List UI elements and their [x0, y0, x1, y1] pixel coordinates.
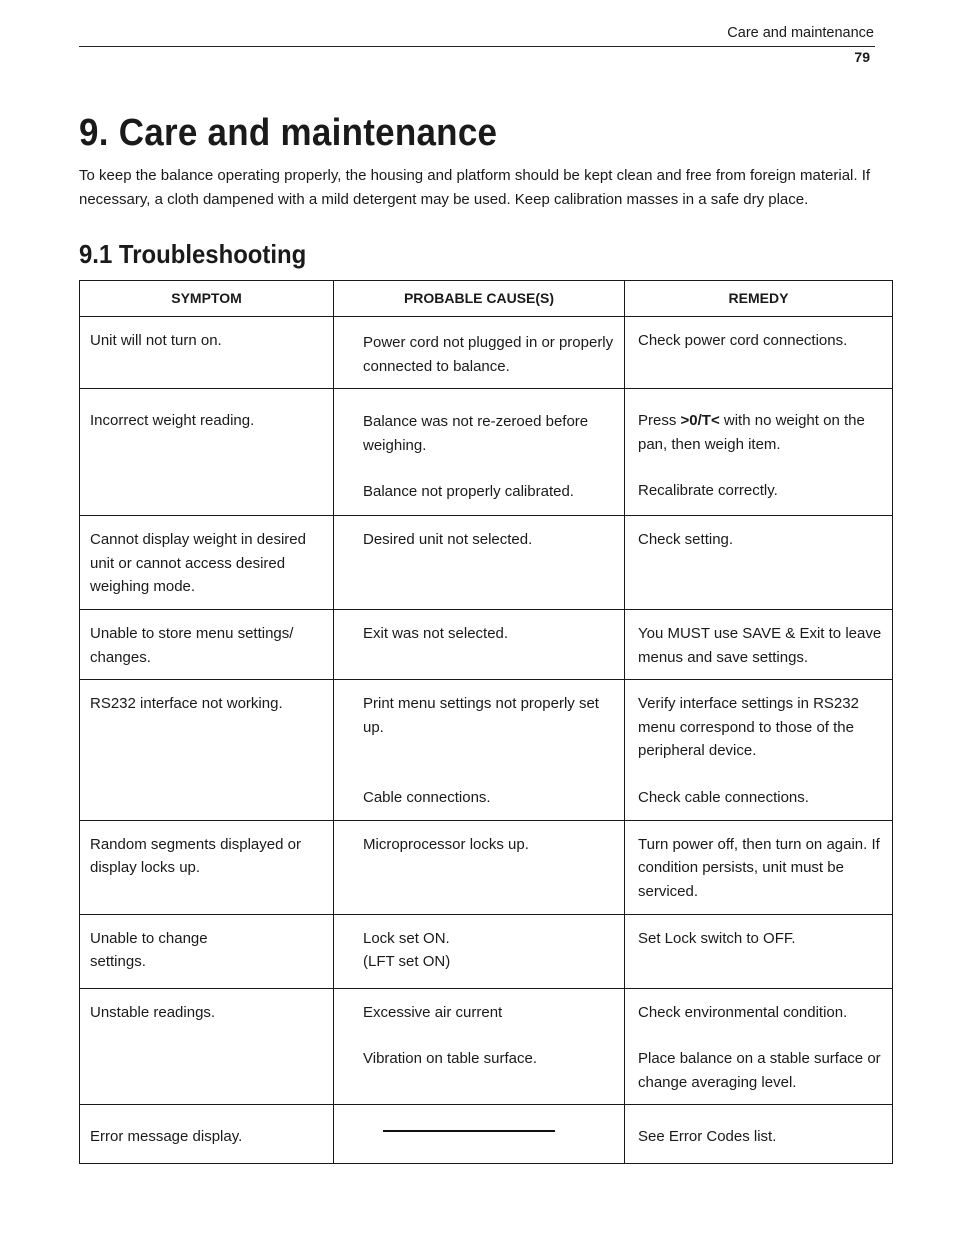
remedy-cell: Verify interface settings in RS232 menu correspond to those of the peripheral device. Check cable connections. — [625, 680, 893, 821]
symptom-cell: Error message display. — [80, 1105, 334, 1164]
cause-cell: Excessive air current Vibration on table surface. — [334, 988, 625, 1105]
symptom-cell: RS232 interface not working. — [80, 680, 334, 821]
remedy-cell: Check power cord connections. — [625, 317, 893, 389]
remedy-cell: Turn power off, then turn on again. If condition persists, unit must be serviced. — [625, 820, 893, 914]
table-row — [80, 610, 893, 680]
table-row — [80, 1105, 893, 1164]
symptom-cell: Unstable readings. — [80, 988, 334, 1105]
troubleshooting-table — [79, 280, 893, 1164]
cause-cell — [334, 1105, 625, 1164]
remedy-cell: Check setting. — [625, 516, 893, 610]
zero-tare-key: >0/T< — [680, 412, 720, 429]
table-row — [80, 988, 893, 1105]
cause-cell: Power cord not plugged in or properly connected to balance. — [334, 317, 625, 389]
cause-cell: Print menu settings not properly set up. Cable connections. — [334, 680, 625, 821]
cause-cell: Lock set ON. (LFT set ON) — [334, 914, 625, 988]
section-title: 9.1 Troubleshooting — [79, 239, 307, 269]
symptom-cell: Unable to store menu settings/ changes. — [80, 610, 334, 680]
table-row — [80, 516, 893, 610]
table-row — [80, 820, 893, 914]
cause-cell: Microprocessor locks up. — [334, 820, 625, 914]
cause-header: PROBABLE CAUSE(S) — [334, 281, 625, 317]
table-header-row — [80, 281, 893, 317]
page-number: 79 — [854, 49, 870, 65]
header-rule — [79, 46, 875, 47]
chapter-title: 9. Care and maintenance — [79, 112, 498, 154]
table-row — [80, 914, 893, 988]
remedy-cell: You MUST use SAVE & Exit to leave menus and save settings. — [625, 610, 893, 680]
running-header: Care and maintenance — [727, 25, 874, 41]
symptom-header: SYMPTOM — [80, 281, 334, 317]
remedy-header: REMEDY — [625, 281, 893, 317]
symptom-cell: Unable to change settings. — [80, 914, 334, 988]
cause-cell: Exit was not selected. — [334, 610, 625, 680]
table-row — [80, 389, 893, 516]
symptom-cell: Random segments displayed or display locks up. — [80, 820, 334, 914]
cause-cell: Desired unit not selected. — [334, 516, 625, 610]
table-row — [80, 680, 893, 821]
intro-paragraph: To keep the balance operating properly, the housing and platform should be kept clean and free from foreign material. If necessary, a cloth dampened with a mild detergent may be used. Keep calibration masses in a safe dry place. — [79, 167, 871, 208]
cause-cell: Balance was not re-zeroed before weighing. Balance not properly calibrated. — [334, 389, 625, 516]
symptom-cell: Cannot display weight in desired unit or cannot access desired weighing mode. — [80, 516, 334, 610]
blank-line — [383, 1130, 555, 1132]
remedy-cell: Set Lock switch to OFF. — [625, 914, 893, 988]
remedy-cell: See Error Codes list. — [625, 1105, 893, 1164]
symptom-cell: Incorrect weight reading. — [80, 389, 334, 516]
symptom-cell: Unit will not turn on. — [80, 317, 334, 389]
remedy-cell: Check environmental condition. Place balance on a stable surface or change averaging level. — [625, 988, 893, 1105]
remedy-cell: Press >0/T< with no weight on the pan, then weigh item. Recalibrate correctly. — [625, 389, 893, 516]
table-row — [80, 317, 893, 389]
